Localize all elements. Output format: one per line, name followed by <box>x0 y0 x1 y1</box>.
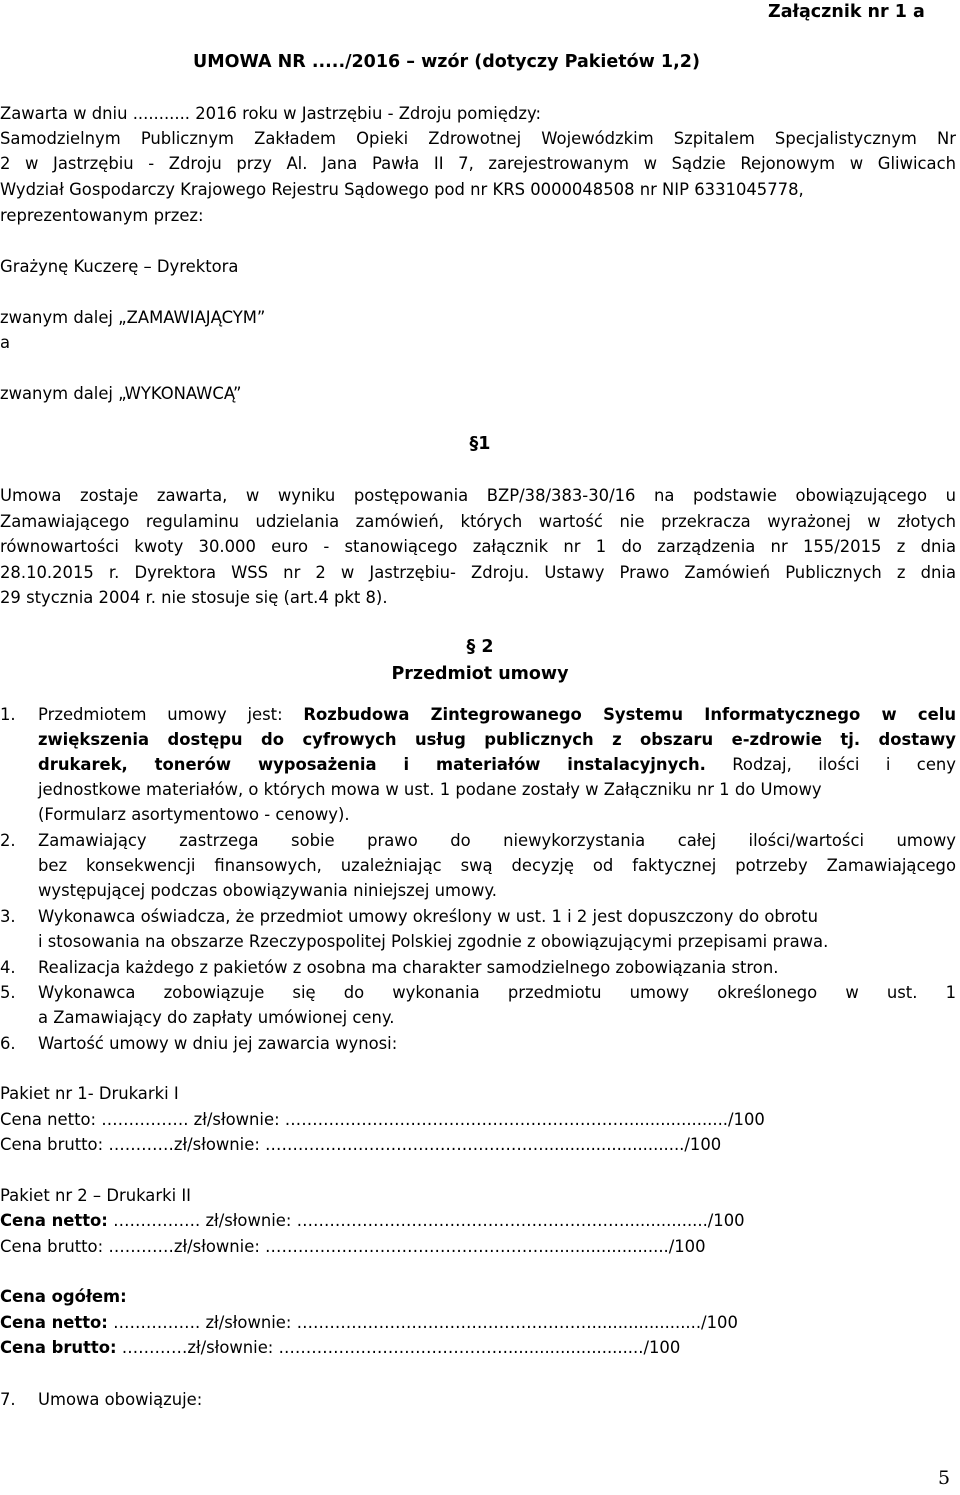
list-line: Przedmiotem umowy jest: Rozbudowa Zintegrowanego Systemu Informatycznego w celu <box>38 705 956 724</box>
list-number: 1. <box>0 705 16 724</box>
list-number: 3. <box>0 907 16 926</box>
list-line: występującej podczas obowiązywania niniejszej umowy. <box>38 881 497 900</box>
intro-line: Wydział Gospodarczy Krajowego Rejestru Sądowego pod nr KRS 0000048508 nr NIP 6331045778, <box>0 180 804 199</box>
list-line: bez konsekwencji finansowych, uzależniając swą decyzję od faktycznej potrzeby Zamawiającego <box>38 856 956 875</box>
list-number: 7. <box>0 1390 16 1409</box>
list-line: jednostkowe materiałów, o których mowa w ust. 1 podane zostały w Załączniku nr 1 do Umowy <box>38 780 822 799</box>
list-line: Wykonawca zobowiązuje się do wykonania przedmiotu umowy określonego w ust. 1 <box>38 983 956 1002</box>
list-number: 4. <box>0 958 16 977</box>
list-line: drukarek, tonerów wyposażenia i materiałów instalacyjnych. Rodzaj, ilości i ceny <box>38 755 956 774</box>
intro-line: Zawarta w dniu ........... 2016 roku w Jastrzębiu - Zdroju pomiędzy: <box>0 104 541 123</box>
list-line: Wykonawca oświadcza, że przedmiot umowy określony w ust. 1 i 2 jest dopuszczony do obrotu <box>38 907 818 926</box>
list-number: 6. <box>0 1034 16 1053</box>
total-title: Cena ogółem: <box>0 1287 127 1306</box>
price-brutto-line: Cena brutto: …………zł/słownie: …………………………………………….........................../100 <box>0 1135 722 1154</box>
total-netto-line: Cena netto: ……………. zł/słownie: ………………………………………………...................../100 <box>0 1313 738 1332</box>
list-line: Realizacja każdego z pakietów z osobna ma charakter samodzielnego zobowiązania stron. <box>38 958 779 977</box>
party-contractor: zwanym dalej „WYKONAWCĄ” <box>0 384 242 403</box>
section-1-line: równowartości kwoty 30.000 euro - stanowiącego załącznik nr 1 do zarządzenia nr 155/2015 z dnia <box>0 537 956 556</box>
party-orderer: zwanym dalej „ZAMAWIAJĄCYM” <box>0 308 266 327</box>
section-1-line: 29 stycznia 2004 r. nie stosuje się (art.4 pkt 8). <box>0 588 388 607</box>
price-netto-line: Cena netto: ……………. zł/słownie: ……………………………………………………….................../100 <box>0 1110 765 1129</box>
list-number: 2. <box>0 831 16 850</box>
intro-line: 2 w Jastrzębiu - Zdroju przy Al. Jana Pawła II 7, zarejestrowanym w Sądzie Rejonowym w Gliwicach <box>0 154 956 173</box>
list-line: i stosowania na obszarze Rzeczypospolitej Polskiej zgodnie z obowiązującymi przepisami prawa. <box>38 932 829 951</box>
section-1-line: Zamawiającego regulaminu udzielania zamówień, których wartość nie przekracza wyrażonej w złotych <box>0 512 956 531</box>
attachment-label: Załącznik nr 1 a <box>768 2 925 22</box>
section-1-heading: §1 <box>469 434 491 454</box>
price-netto-line: Cena netto: ……………. zł/słownie: ……………………………………………………................/100 <box>0 1211 745 1230</box>
price-brutto-line: Cena brutto: …………zł/słownie: ……………………………………………......................../100 <box>0 1237 706 1256</box>
list-number: 5. <box>0 983 16 1002</box>
package-title: Pakiet nr 1- Drukarki I <box>0 1084 179 1103</box>
section-1-line: Umowa zostaje zawarta, w wyniku postępowania BZP/38/383-30/16 na podstawie obowiązującego u <box>0 486 956 505</box>
conjunction: a <box>0 333 11 352</box>
list-line: Wartość umowy w dniu jej zawarcia wynosi: <box>38 1034 398 1053</box>
contract-title: UMOWA NR ...../2016 – wzór (dotyczy Pakietów 1,2) <box>193 52 700 72</box>
list-line: zwiększenia dostępu do cyfrowych usług publicznych z obszaru e-zdrowie tj. dostawy <box>38 730 956 749</box>
section-1-line: 28.10.2015 r. Dyrektora WSS nr 2 w Jastrzębiu- Zdroju. Ustawy Prawo Zamówień Publicznych z dnia <box>0 563 956 582</box>
intro-line: reprezentowanym przez: <box>0 206 204 225</box>
intro-line: Samodzielnym Publicznym Zakładem Opieki Zdrowotnej Wojewódzkim Szpitalem Specjalistycznym Nr <box>0 129 956 148</box>
list-line: a Zamawiający do zapłaty umówionej ceny. <box>38 1008 395 1027</box>
list-line: Zamawiający zastrzega sobie prawo do niewykorzystania całej ilości/wartości umowy <box>38 831 956 850</box>
list-line: Umowa obowiązuje: <box>38 1390 203 1409</box>
section-2-subheading: Przedmiot umowy <box>391 664 569 684</box>
section-2-heading: § 2 <box>466 637 494 657</box>
total-brutto-line: Cena brutto: …………zł/słownie: ……………………………………........................../100 <box>0 1338 681 1357</box>
representative: Grażynę Kuczerę – Dyrektora <box>0 257 239 276</box>
package-title: Pakiet nr 2 – Drukarki II <box>0 1186 191 1205</box>
list-line: (Formularz asortymentowo - cenowy). <box>38 805 350 824</box>
page-number: 5 <box>938 1467 951 1489</box>
